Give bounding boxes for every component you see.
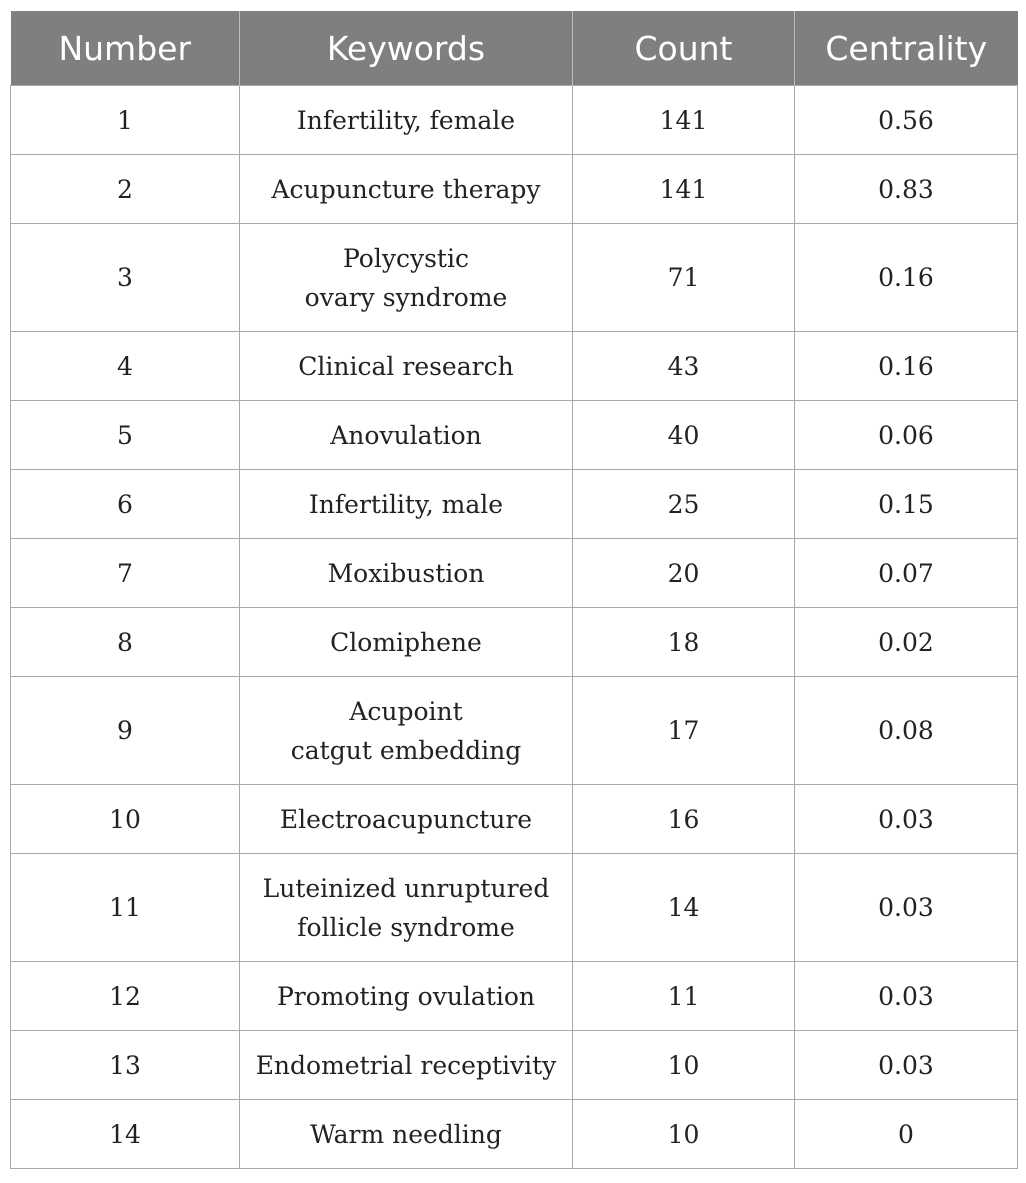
cell-keyword: Acupoint catgut embedding: [240, 677, 573, 785]
table-row: [11, 1031, 1018, 1100]
cell-number: 7: [11, 539, 240, 608]
table-row: [11, 677, 1018, 785]
cell-count: 11: [573, 962, 795, 1031]
cell-count: 141: [573, 86, 795, 155]
cell-centrality: 0.03: [795, 1031, 1018, 1100]
cell-centrality: 0.83: [795, 155, 1018, 224]
table-row: [11, 332, 1018, 401]
cell-centrality: 0.56: [795, 86, 1018, 155]
cell-centrality: 0: [795, 1100, 1018, 1169]
cell-count: 17: [573, 677, 795, 785]
table-row: [11, 854, 1018, 962]
table-row: [11, 539, 1018, 608]
cell-count: 14: [573, 854, 795, 962]
cell-number: 8: [11, 608, 240, 677]
cell-count: 25: [573, 470, 795, 539]
table-row: [11, 608, 1018, 677]
cell-keyword: Luteinized unruptured follicle syndrome: [240, 854, 573, 962]
cell-keyword: Promoting ovulation: [240, 962, 573, 1031]
cell-number: 1: [11, 86, 240, 155]
cell-number: 2: [11, 155, 240, 224]
cell-centrality: 0.02: [795, 608, 1018, 677]
cell-number: 3: [11, 224, 240, 332]
cell-number: 4: [11, 332, 240, 401]
header-keywords: Keywords: [240, 11, 573, 86]
cell-keyword: Warm needling: [240, 1100, 573, 1169]
cell-centrality: 0.06: [795, 401, 1018, 470]
cell-count: 141: [573, 155, 795, 224]
cell-keyword: Endometrial receptivity: [240, 1031, 573, 1100]
cell-count: 18: [573, 608, 795, 677]
cell-centrality: 0.03: [795, 785, 1018, 854]
cell-number: 5: [11, 401, 240, 470]
header-centrality: Centrality: [795, 11, 1018, 86]
cell-centrality: 0.07: [795, 539, 1018, 608]
cell-keyword: Polycystic ovary syndrome: [240, 224, 573, 332]
cell-number: 12: [11, 962, 240, 1031]
cell-count: 43: [573, 332, 795, 401]
cell-keyword: Electroacupuncture: [240, 785, 573, 854]
cell-centrality: 0.08: [795, 677, 1018, 785]
table-header-row: [11, 11, 1018, 86]
header-number: Number: [11, 11, 240, 86]
cell-count: 71: [573, 224, 795, 332]
cell-centrality: 0.16: [795, 224, 1018, 332]
cell-centrality: 0.03: [795, 962, 1018, 1031]
cell-keyword: Moxibustion: [240, 539, 573, 608]
table-row: [11, 401, 1018, 470]
keywords-table: [10, 11, 1018, 1169]
cell-keyword: Acupuncture therapy: [240, 155, 573, 224]
cell-keyword: Infertility, female: [240, 86, 573, 155]
table-row: [11, 155, 1018, 224]
cell-centrality: 0.16: [795, 332, 1018, 401]
cell-number: 11: [11, 854, 240, 962]
table-body: [11, 86, 1018, 1169]
table-row: [11, 470, 1018, 539]
keywords-table-container: [10, 11, 1017, 1169]
cell-number: 14: [11, 1100, 240, 1169]
cell-number: 6: [11, 470, 240, 539]
cell-centrality: 0.03: [795, 854, 1018, 962]
cell-count: 10: [573, 1031, 795, 1100]
cell-count: 40: [573, 401, 795, 470]
cell-keyword: Clinical research: [240, 332, 573, 401]
cell-keyword: Clomiphene: [240, 608, 573, 677]
cell-number: 10: [11, 785, 240, 854]
cell-centrality: 0.15: [795, 470, 1018, 539]
cell-count: 20: [573, 539, 795, 608]
cell-number: 9: [11, 677, 240, 785]
cell-keyword: Infertility, male: [240, 470, 573, 539]
table-row: [11, 224, 1018, 332]
table-row: [11, 785, 1018, 854]
table-row: [11, 962, 1018, 1031]
cell-count: 10: [573, 1100, 795, 1169]
table-row: [11, 86, 1018, 155]
cell-count: 16: [573, 785, 795, 854]
cell-number: 13: [11, 1031, 240, 1100]
table-row: [11, 1100, 1018, 1169]
cell-keyword: Anovulation: [240, 401, 573, 470]
header-count: Count: [573, 11, 795, 86]
